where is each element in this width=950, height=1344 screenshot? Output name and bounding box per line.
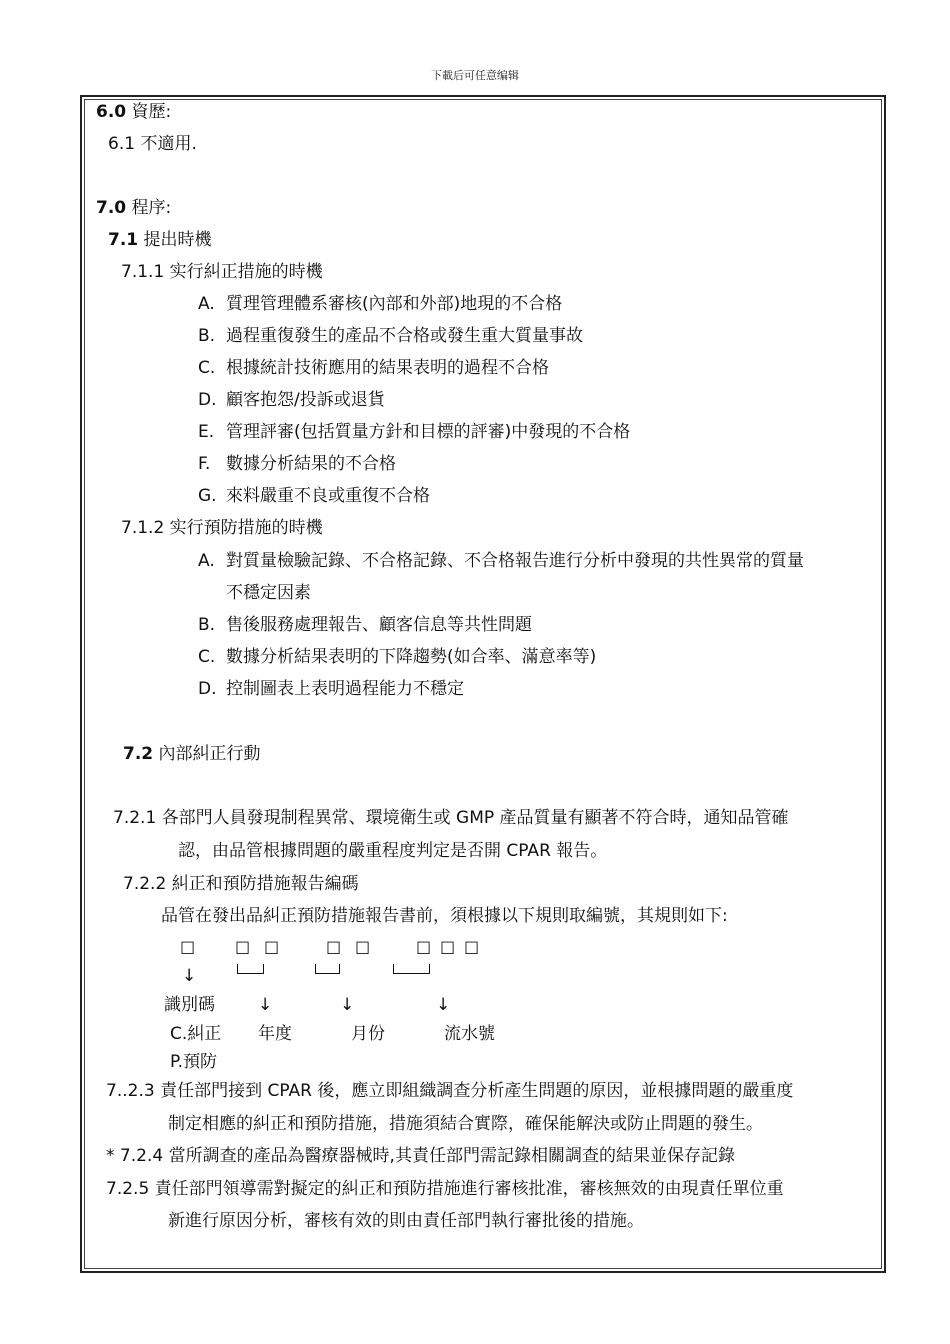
- section-7-1-heading: [108, 229, 212, 251]
- list-item: [198, 293, 562, 315]
- section-7-2-3-line-2: 制定相應的糾正和預防措施，措施須結合實際，確保能解決或防止問題的發生。: [168, 1114, 763, 1134]
- arrow-down-icon: ↓: [340, 995, 355, 1015]
- code-box-id: ☐: [180, 939, 196, 959]
- list-text: 售後服務處理報告、顧客信息等共性問題: [226, 615, 532, 635]
- list-item: [198, 550, 804, 572]
- list-item: [198, 646, 596, 668]
- code-label-serial: 流水號: [444, 1024, 495, 1044]
- list-marker: F.: [198, 454, 211, 474]
- list-marker: E.: [198, 422, 215, 442]
- bracket-serial: [393, 964, 430, 974]
- code-label-month: 月份: [351, 1024, 385, 1044]
- section-7-2-3-line-1: 7..2.3 責任部門接到 CPAR 後，應立即組織調查分析產生問題的原因，並根據問題的嚴重度: [106, 1081, 794, 1101]
- list-text: 管理評審(包括質量方針和目標的評審)中發現的不合格: [226, 422, 631, 442]
- section-7-1-1-title: 7.1.1 实行糾正措施的時機: [121, 262, 323, 282]
- code-label-id: 識別碼: [164, 995, 215, 1015]
- section-7-2-1-line-1: 7.2.1 各部門人員發現制程異常、環境衛生或 GMP 產品質量有顯著不符合時，通知品管確: [113, 808, 789, 828]
- code-id-preventive: P.預防: [170, 1052, 218, 1072]
- code-box-month-2: ☐: [355, 939, 371, 959]
- list-marker: D.: [198, 390, 217, 410]
- code-box-serial-2: ☐: [440, 939, 456, 959]
- list-text: 根據統計技術應用的結果表明的過程不合格: [226, 358, 549, 378]
- section-7-2-heading: [123, 743, 261, 765]
- list-item: [198, 421, 630, 443]
- section-7-1-number: 7.1: [108, 230, 139, 250]
- list-item: [198, 325, 583, 347]
- list-text-continuation: 不穩定因素: [226, 583, 311, 603]
- section-6-title: 資歷:: [131, 102, 172, 122]
- list-marker: B.: [198, 615, 216, 635]
- list-marker: G.: [198, 486, 217, 506]
- bracket-year: [237, 964, 264, 974]
- code-box-serial-3: ☐: [464, 939, 480, 959]
- section-6-heading: [96, 101, 171, 123]
- list-marker: A.: [198, 551, 215, 571]
- section-7-2-5-line-1: 7.2.5 責任部門領導需對擬定的糾正和預防措施進行審核批准，審核無效的由現責任單位重: [106, 1179, 784, 1199]
- list-text: 過程重復發生的產品不合格或發生重大質量事故: [226, 326, 583, 346]
- section-7-2-5-line-2: 新進行原因分析，審核有效的則由責任部門執行審批後的措施。: [168, 1211, 644, 1231]
- list-text: 來料嚴重不良或重復不合格: [226, 486, 430, 506]
- list-text: 顧客抱怨/投訴或退貨: [226, 390, 385, 410]
- list-item: [198, 485, 430, 507]
- section-6-number: 6.0: [96, 102, 127, 122]
- section-7-number: 7.0: [96, 198, 127, 218]
- code-box-year-2: ☐: [264, 939, 280, 959]
- list-marker: D.: [198, 679, 217, 699]
- list-text: 對質量檢驗記錄、不合格記錄、不合格報告進行分析中發現的共性異常的質量: [226, 551, 804, 571]
- section-7-2-4: * 7.2.4 當所調查的產品為醫療器械時,其責任部門需記錄相關調查的結果並保存記錄: [106, 1146, 735, 1166]
- section-7-2-2-description: 品管在發出品糾正預防措施報告書前，須根據以下規則取編號，其規則如下:: [161, 906, 728, 926]
- list-marker: C.: [198, 647, 216, 667]
- section-7-1-2-title: 7.1.2 实行預防措施的時機: [121, 518, 323, 538]
- page-header: 下載后可任意编辑: [431, 69, 519, 82]
- section-7-2-1-line-2: 認，由品管根據問題的嚴重程度判定是否開 CPAR 報告。: [178, 841, 608, 861]
- section-7-2-2-title: 7.2.2 糾正和預防措施報告編碼: [123, 874, 359, 894]
- list-item: [198, 389, 385, 411]
- section-6-1: 6.1 不適用.: [108, 134, 197, 154]
- code-label-year: 年度: [258, 1024, 292, 1044]
- list-text: 質理管理體系審核(內部和外部)地現的不合格: [226, 294, 563, 314]
- code-id-corrective: C.糾正: [170, 1024, 222, 1044]
- code-box-year-1: ☐: [235, 939, 251, 959]
- list-marker: A.: [198, 294, 215, 314]
- bracket-month: [315, 964, 340, 974]
- list-marker: B.: [198, 326, 216, 346]
- list-text: 數據分析結果的不合格: [226, 454, 396, 474]
- arrow-down-icon: ↓: [182, 966, 197, 986]
- list-item: [198, 453, 396, 475]
- list-item: [198, 614, 532, 636]
- list-text: 控制圖表上表明過程能力不穩定: [226, 679, 464, 699]
- list-item: [198, 678, 464, 700]
- section-7-heading: [96, 197, 171, 219]
- section-7-1-title: 提出時機: [143, 230, 212, 250]
- list-item: [198, 357, 549, 379]
- section-7-2-title: 內部糾正行動: [158, 744, 261, 764]
- section-7-2-number: 7.2: [123, 744, 154, 764]
- arrow-down-icon: ↓: [258, 995, 273, 1015]
- arrow-down-icon: ↓: [436, 995, 451, 1015]
- list-text: 數據分析結果表明的下降趨勢(如合率、滿意率等): [226, 647, 597, 667]
- section-7-title: 程序:: [131, 198, 172, 218]
- code-box-serial-1: ☐: [416, 939, 432, 959]
- list-marker: C.: [198, 358, 216, 378]
- code-box-month-1: ☐: [326, 939, 342, 959]
